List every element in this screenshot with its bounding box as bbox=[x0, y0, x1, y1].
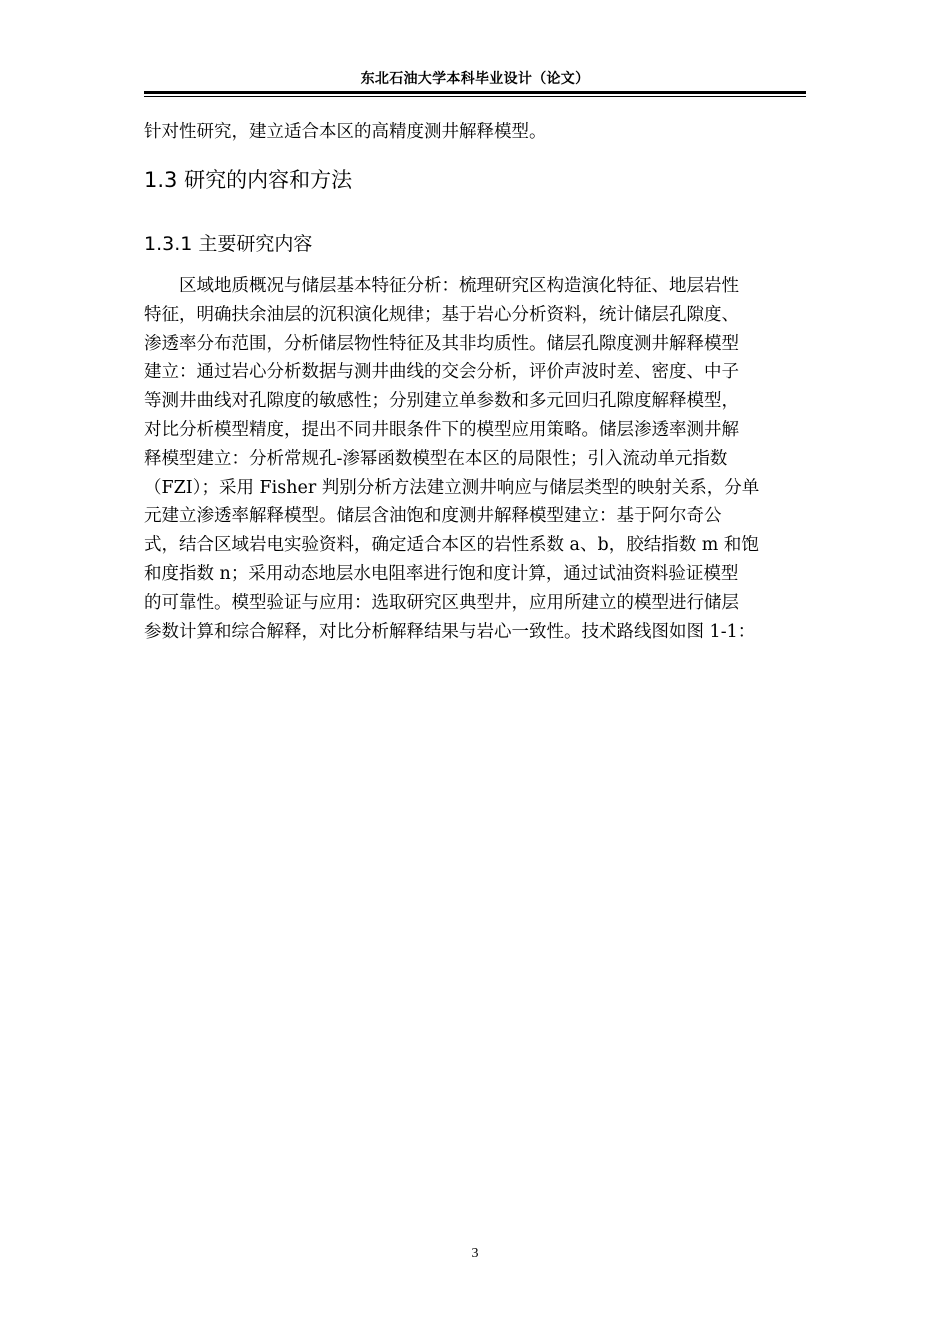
header-rule-thick bbox=[144, 91, 806, 94]
paragraph-line: 建立：通过岩心分析数据与测井曲线的交会分析，评价声波时差、密度、中子 bbox=[144, 362, 739, 383]
paragraph-line: 释模型建立：分析常规孔-渗幂函数模型在本区的局限性；引入流动单元指数 bbox=[144, 448, 728, 469]
paragraph-line: 对比分析模型精度，提出不同井眼条件下的模型应用策略。储层渗透率测井解 bbox=[144, 419, 739, 440]
paragraph-line: 特征，明确扶余油层的沉积演化规律；基于岩心分析资料，统计储层孔隙度、 bbox=[144, 304, 739, 325]
subsection-heading: 1.3.1 主要研究内容 bbox=[144, 233, 313, 255]
paragraph-line: 区域地质概况与储层基本特征分析：梳理研究区构造演化特征、地层岩性 bbox=[144, 276, 739, 296]
body-paragraph bbox=[144, 272, 806, 646]
paragraph-line: （FZI）；采用 Fisher 判别分析方法建立测井响应与储层类型的映射关系，分单 bbox=[144, 477, 760, 498]
paragraph-line: 参数计算和综合解释，对比分析解释结果与岩心一致性。技术路线图如图 1-1： bbox=[144, 621, 756, 642]
page-number: 3 bbox=[471, 1246, 479, 1261]
paragraph-line: 式，结合区域岩电实验资料，确定适合本区的岩性系数 a、b，胶结指数 m 和饱 bbox=[144, 535, 759, 556]
paragraph-line: 元建立渗透率解释模型。储层含油饱和度测井解释模型建立：基于阿尔奇公 bbox=[144, 506, 722, 527]
paragraph-line: 等测井曲线对孔隙度的敏感性；分别建立单参数和多元回归孔隙度解释模型， bbox=[144, 391, 739, 412]
header-rule-thin bbox=[144, 96, 806, 97]
paragraph-line: 的可靠性。模型验证与应用：选取研究区典型井，应用所建立的模型进行储层 bbox=[144, 592, 739, 613]
running-header: 东北石油大学本科毕业设计（论文） bbox=[360, 71, 590, 87]
paragraph-line: 渗透率分布范围，分析储层物性特征及其非均质性。储层孔隙度测井解释模型 bbox=[144, 333, 739, 354]
continuation-line: 针对性研究，建立适合本区的高精度测井解释模型。 bbox=[144, 122, 547, 142]
paragraph-line: 和度指数 n；采用动态地层水电阻率进行饱和度计算，通过试油资料验证模型 bbox=[144, 563, 739, 584]
section-heading: 1.3 研究的内容和方法 bbox=[144, 168, 353, 192]
